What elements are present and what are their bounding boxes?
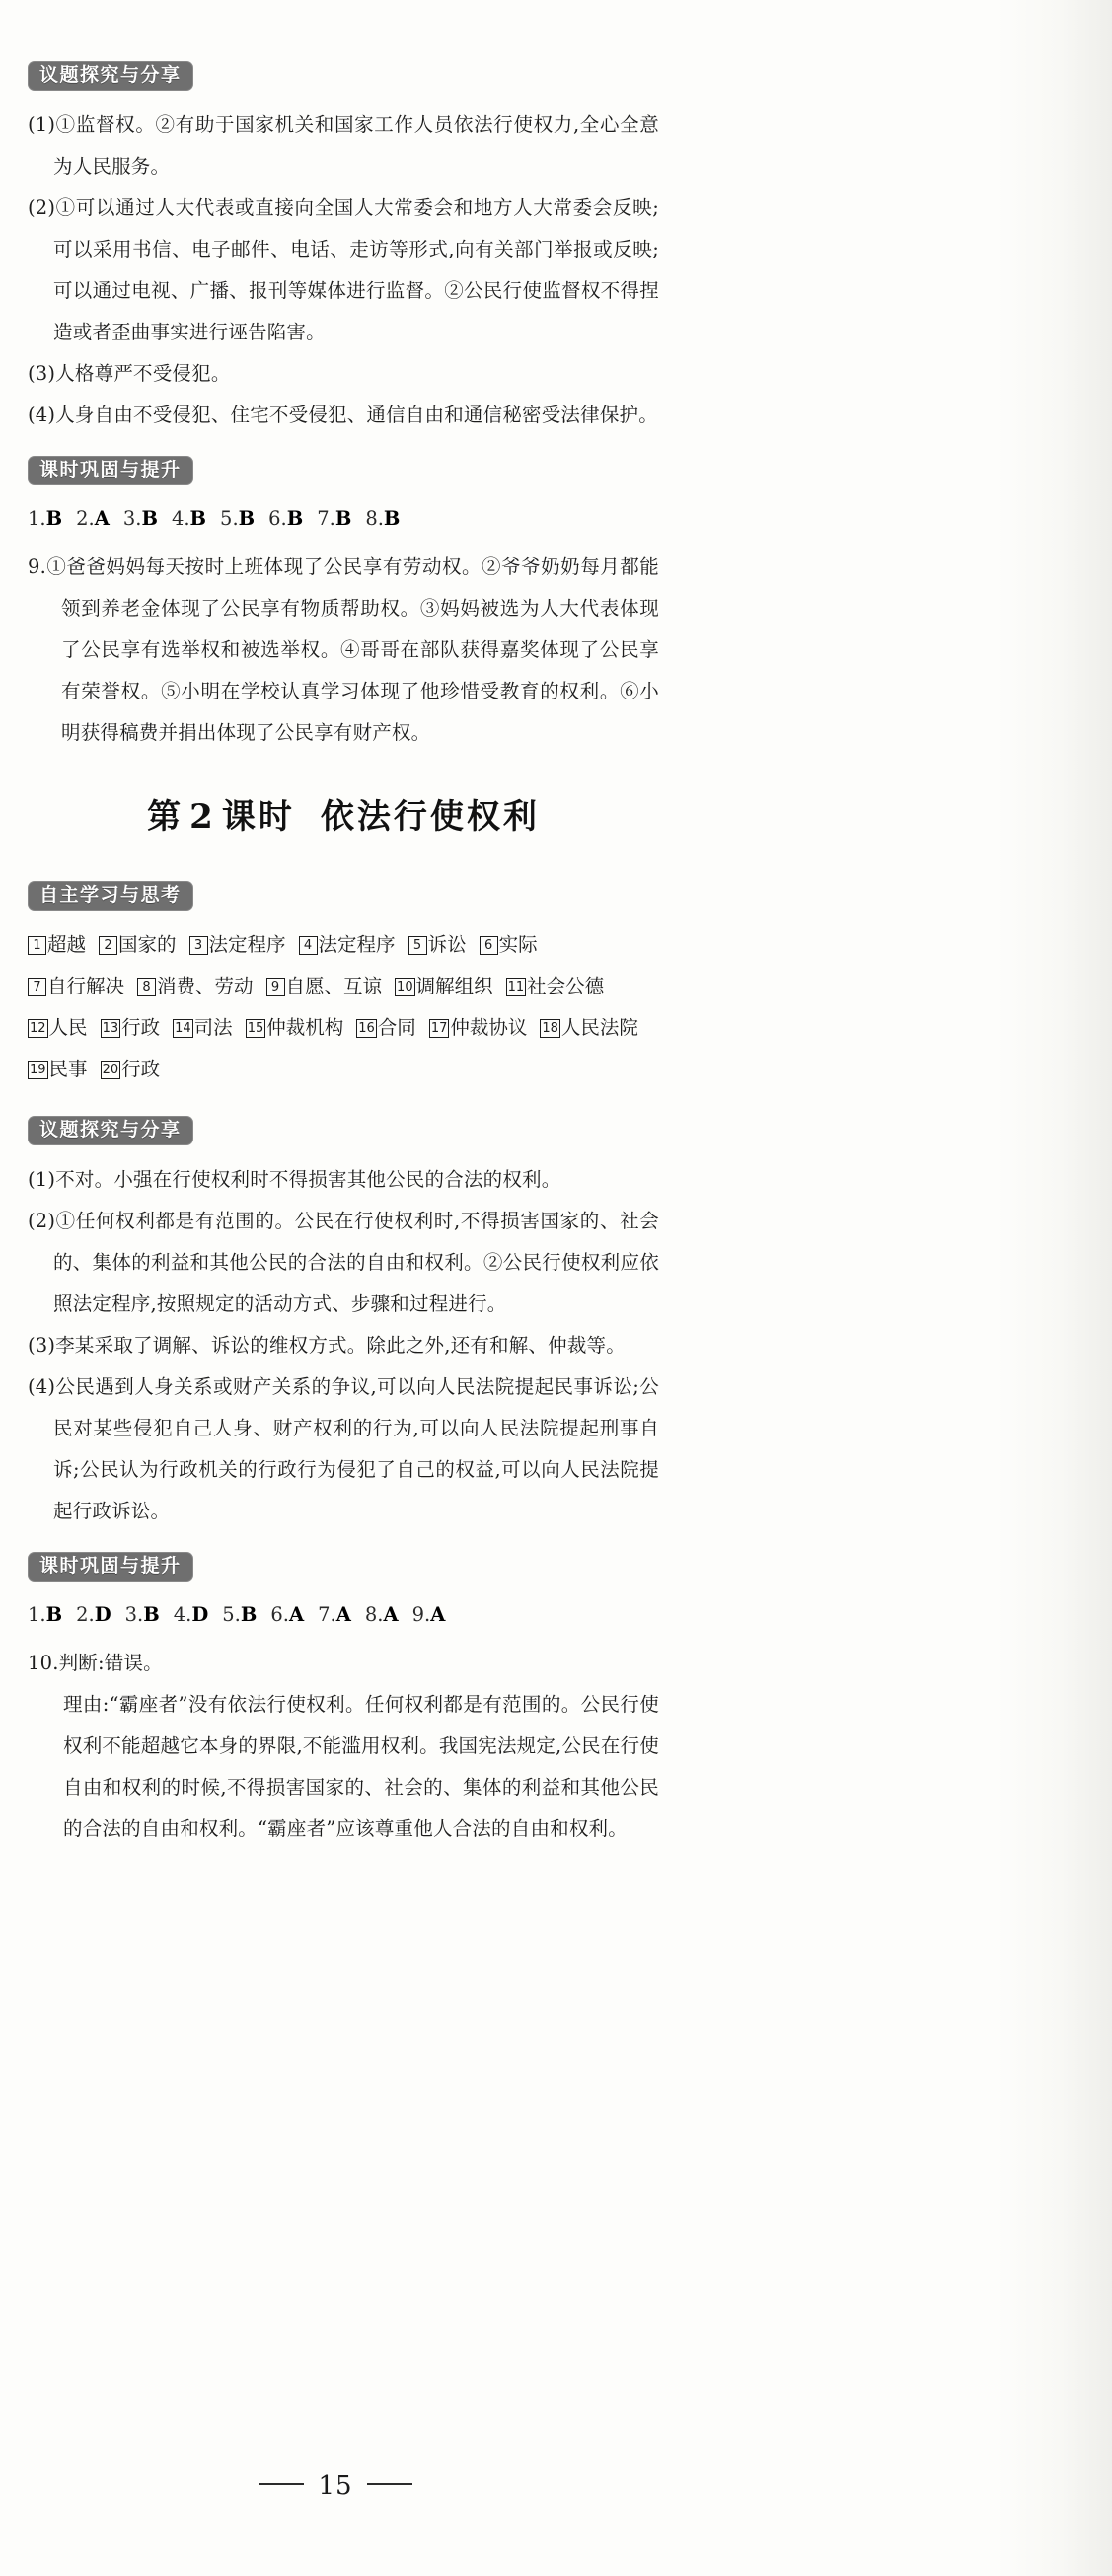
- item-number-box: 8: [137, 978, 156, 996]
- answer-item: 3.B: [124, 1602, 160, 1626]
- answer-paragraph-1-4: (4)人身自由不受侵犯、住宅不受侵犯、通信自由和通信秘密受法律保护。: [28, 404, 658, 426]
- badge-label: 自主学习与思考: [28, 881, 193, 911]
- answer-item: 9.A: [411, 1602, 446, 1626]
- answer-paragraph-1-3: (3)人格尊严不受侵犯。: [28, 362, 231, 385]
- item-text: 合同: [377, 1015, 416, 1039]
- answer-item: 2.A: [76, 507, 110, 530]
- answer-item: 8.A: [364, 1602, 399, 1626]
- answer-item: 1.B: [28, 507, 63, 530]
- fill-in-item: [173, 1007, 233, 1049]
- answer-paragraph-1-1: (1)①监督权。②有助于国家机关和国家工作人员依法行使权力,全心全意为人民服务。: [28, 113, 659, 178]
- item-number-box: 10: [397, 979, 413, 994]
- fill-in-item: [246, 1007, 344, 1049]
- badge-label: 议题探究与分享: [28, 61, 193, 91]
- answer-item: 5.B: [220, 507, 256, 530]
- item-number-box: 13: [102, 1020, 119, 1036]
- badge-label: 议题探究与分享: [28, 1116, 193, 1145]
- item-text: 实际: [498, 932, 538, 956]
- item-text: 自行解决: [47, 974, 125, 997]
- answer-item: 3.B: [122, 507, 158, 530]
- item-text: 人民: [48, 1015, 88, 1039]
- item-text: 民事: [48, 1057, 88, 1080]
- fill-in-item: [28, 966, 124, 1007]
- answer-paragraph-2-3: (3)李某采取了调解、诉讼的维权方式。除此之外,还有和解、仲裁等。: [28, 1333, 626, 1357]
- chapter-prefix: 第: [147, 797, 185, 837]
- item-text: 人民法院: [560, 1015, 638, 1039]
- item-number-box: 1: [28, 936, 46, 955]
- answer-paragraph-9: 9.①爸爸妈妈每天按时上班体现了公民享有劳动权。②爷爷奶奶每月都能领到养老金体现了公民享有物质帮助权。③妈妈被选为人大代表体现了公民享有选举权和被选举权。④哥哥在部队获得嘉奖体现了公民享有荣誉权。⑤小明在学校认真学习体现了他珍惜受教育的权利。⑥小明获得稿费并捐出体现了公民享有财产权。: [28, 555, 659, 744]
- item-number-box: 5: [408, 936, 427, 955]
- fill-in-item: [408, 924, 467, 966]
- section-badge-consolidate-1: [28, 456, 659, 485]
- badge-label: 课时巩固与提升: [28, 1552, 193, 1582]
- answer-paragraph-2-1: (1)不对。小强在行使权利时不得损害其他公民的合法的权利。: [28, 1167, 561, 1191]
- item-text: 诉讼: [427, 932, 467, 956]
- fill-in-item: [28, 1007, 88, 1049]
- item-text: 行政: [121, 1015, 161, 1039]
- item-number-box: 9: [266, 978, 285, 996]
- item-text: 司法: [193, 1015, 233, 1039]
- item-number-box: 2: [99, 936, 117, 955]
- answer-item: 2.D: [76, 1602, 111, 1626]
- section-badge-inquiry-1: [28, 61, 659, 91]
- chapter-number: 2: [189, 797, 216, 837]
- footer-rule-right: [367, 2483, 412, 2485]
- fill-in-item: [101, 1049, 161, 1090]
- page-number: 15: [318, 2471, 353, 2501]
- answer-item: 6.A: [270, 1602, 305, 1626]
- item-number-box: 12: [30, 1020, 46, 1036]
- fill-in-item: [395, 966, 493, 1007]
- fill-in-item: [99, 924, 177, 966]
- fill-in-item: [101, 1007, 161, 1049]
- item-text: 超越: [47, 932, 87, 956]
- item-number-box: 17: [430, 1020, 448, 1036]
- item-number-box: 11: [507, 979, 525, 994]
- page-footer: [0, 2471, 671, 2501]
- answer-paragraph-1-2: (2)①可以通过人大代表或直接向全国人大常委会和地方人大常委会反映;可以采用书信、电子邮件、电话、走访等形式,向有关部门举报或反映;可以通过电视、广播、报刊等媒体进行监督。②公民行使监督权不得捏造或者歪曲事实进行诬告陷害。: [28, 196, 659, 343]
- fill-in-item: [137, 966, 254, 1007]
- fill-in-item: [28, 1049, 88, 1090]
- fill-in-answer-list: [28, 924, 659, 1090]
- chapter-heading-text: 依法行使权利: [320, 797, 540, 837]
- fill-in-item: [189, 924, 286, 966]
- answer-paragraph-2-4: (4)公民遇到人身关系或财产关系的争议,可以向人民法院提起民事诉讼;公民对某些侵犯自己人身、财产权利的行为,可以向人民法院提起刑事自诉;公民认为行政机关的行政行为侵犯了自己的权益,可以向人民法院提起行政诉讼。: [28, 1374, 659, 1522]
- item-number-box: 15: [247, 1020, 264, 1036]
- answer-item: 8.B: [365, 507, 401, 530]
- item-number-box: 16: [358, 1020, 375, 1036]
- chapter-unit: 课时: [221, 797, 295, 837]
- answer-paragraph-2-2: (2)①任何权利都是有范围的。公民在行使权利时,不得损害国家的、社会的、集体的利益和其他公民的合法的自由和权利。②公民行使权利应依照法定程序,按照规定的活动方式、步骤和过程进行。: [28, 1209, 659, 1315]
- objective-answers-row-2: [28, 1595, 659, 1635]
- item-text: 仲裁协议: [450, 1015, 528, 1039]
- fill-in-item: [480, 924, 538, 966]
- item-text: 调解组织: [415, 974, 493, 997]
- fill-in-item: [266, 966, 383, 1007]
- item-text: 行政: [121, 1057, 161, 1080]
- item-text: 自愿、互谅: [285, 974, 383, 997]
- fill-in-item: [356, 1007, 416, 1049]
- item-text: 法定程序: [208, 932, 286, 956]
- item-number-box: 20: [102, 1062, 119, 1077]
- item-text: 消费、劳动: [157, 974, 254, 997]
- item-text: 社会公德: [527, 974, 605, 997]
- objective-answers-row-1: [28, 499, 659, 539]
- scan-edge-shading: [996, 0, 1112, 2576]
- answer-item: 7.B: [317, 507, 352, 530]
- footer-rule-left: [259, 2483, 304, 2485]
- badge-label: 课时巩固与提升: [28, 456, 193, 485]
- fill-in-item: [540, 1007, 638, 1049]
- answer-item: 7.A: [318, 1602, 351, 1626]
- item-number-box: 3: [189, 936, 208, 955]
- item-text: 法定程序: [318, 932, 396, 956]
- section-badge-consolidate-2: [28, 1552, 659, 1582]
- judgement-line: 10.判断:错误。: [28, 1651, 163, 1674]
- answer-item: 5.B: [222, 1602, 258, 1626]
- page-content: [28, 0, 659, 1850]
- answer-item: 1.B: [28, 1602, 63, 1626]
- fill-in-item: [429, 1007, 528, 1049]
- answer-item: 4.D: [173, 1602, 209, 1626]
- fill-in-item: [506, 966, 605, 1007]
- item-text: 国家的: [118, 932, 177, 956]
- item-number-box: 18: [542, 1020, 558, 1036]
- answer-item: 6.B: [268, 507, 304, 530]
- section-badge-self-study: [28, 881, 659, 911]
- item-number-box: 14: [175, 1020, 191, 1036]
- item-number-box: 7: [28, 978, 46, 996]
- item-number-box: 19: [30, 1062, 46, 1077]
- fill-in-item: [28, 924, 86, 966]
- chapter-title: [28, 797, 659, 838]
- fill-in-item: [299, 924, 396, 966]
- answer-item: 4.B: [171, 507, 207, 530]
- item-text: 仲裁机构: [266, 1015, 344, 1039]
- section-badge-inquiry-2: [28, 1116, 659, 1145]
- item-number-box: 6: [480, 936, 498, 955]
- item-number-box: 4: [299, 936, 318, 955]
- judgement-reason: 理由:“霸座者”没有依法行使权利。任何权利都是有范围的。公民行使权利不能超越它本身的界限,不能滥用权利。我国宪法规定,公民在行使自由和权利的时候,不得损害国家的、社会的、集体的利益和其他公民的合法的自由和权利。“霸座者”应该尊重他人合法的自由和权利。: [63, 1692, 659, 1840]
